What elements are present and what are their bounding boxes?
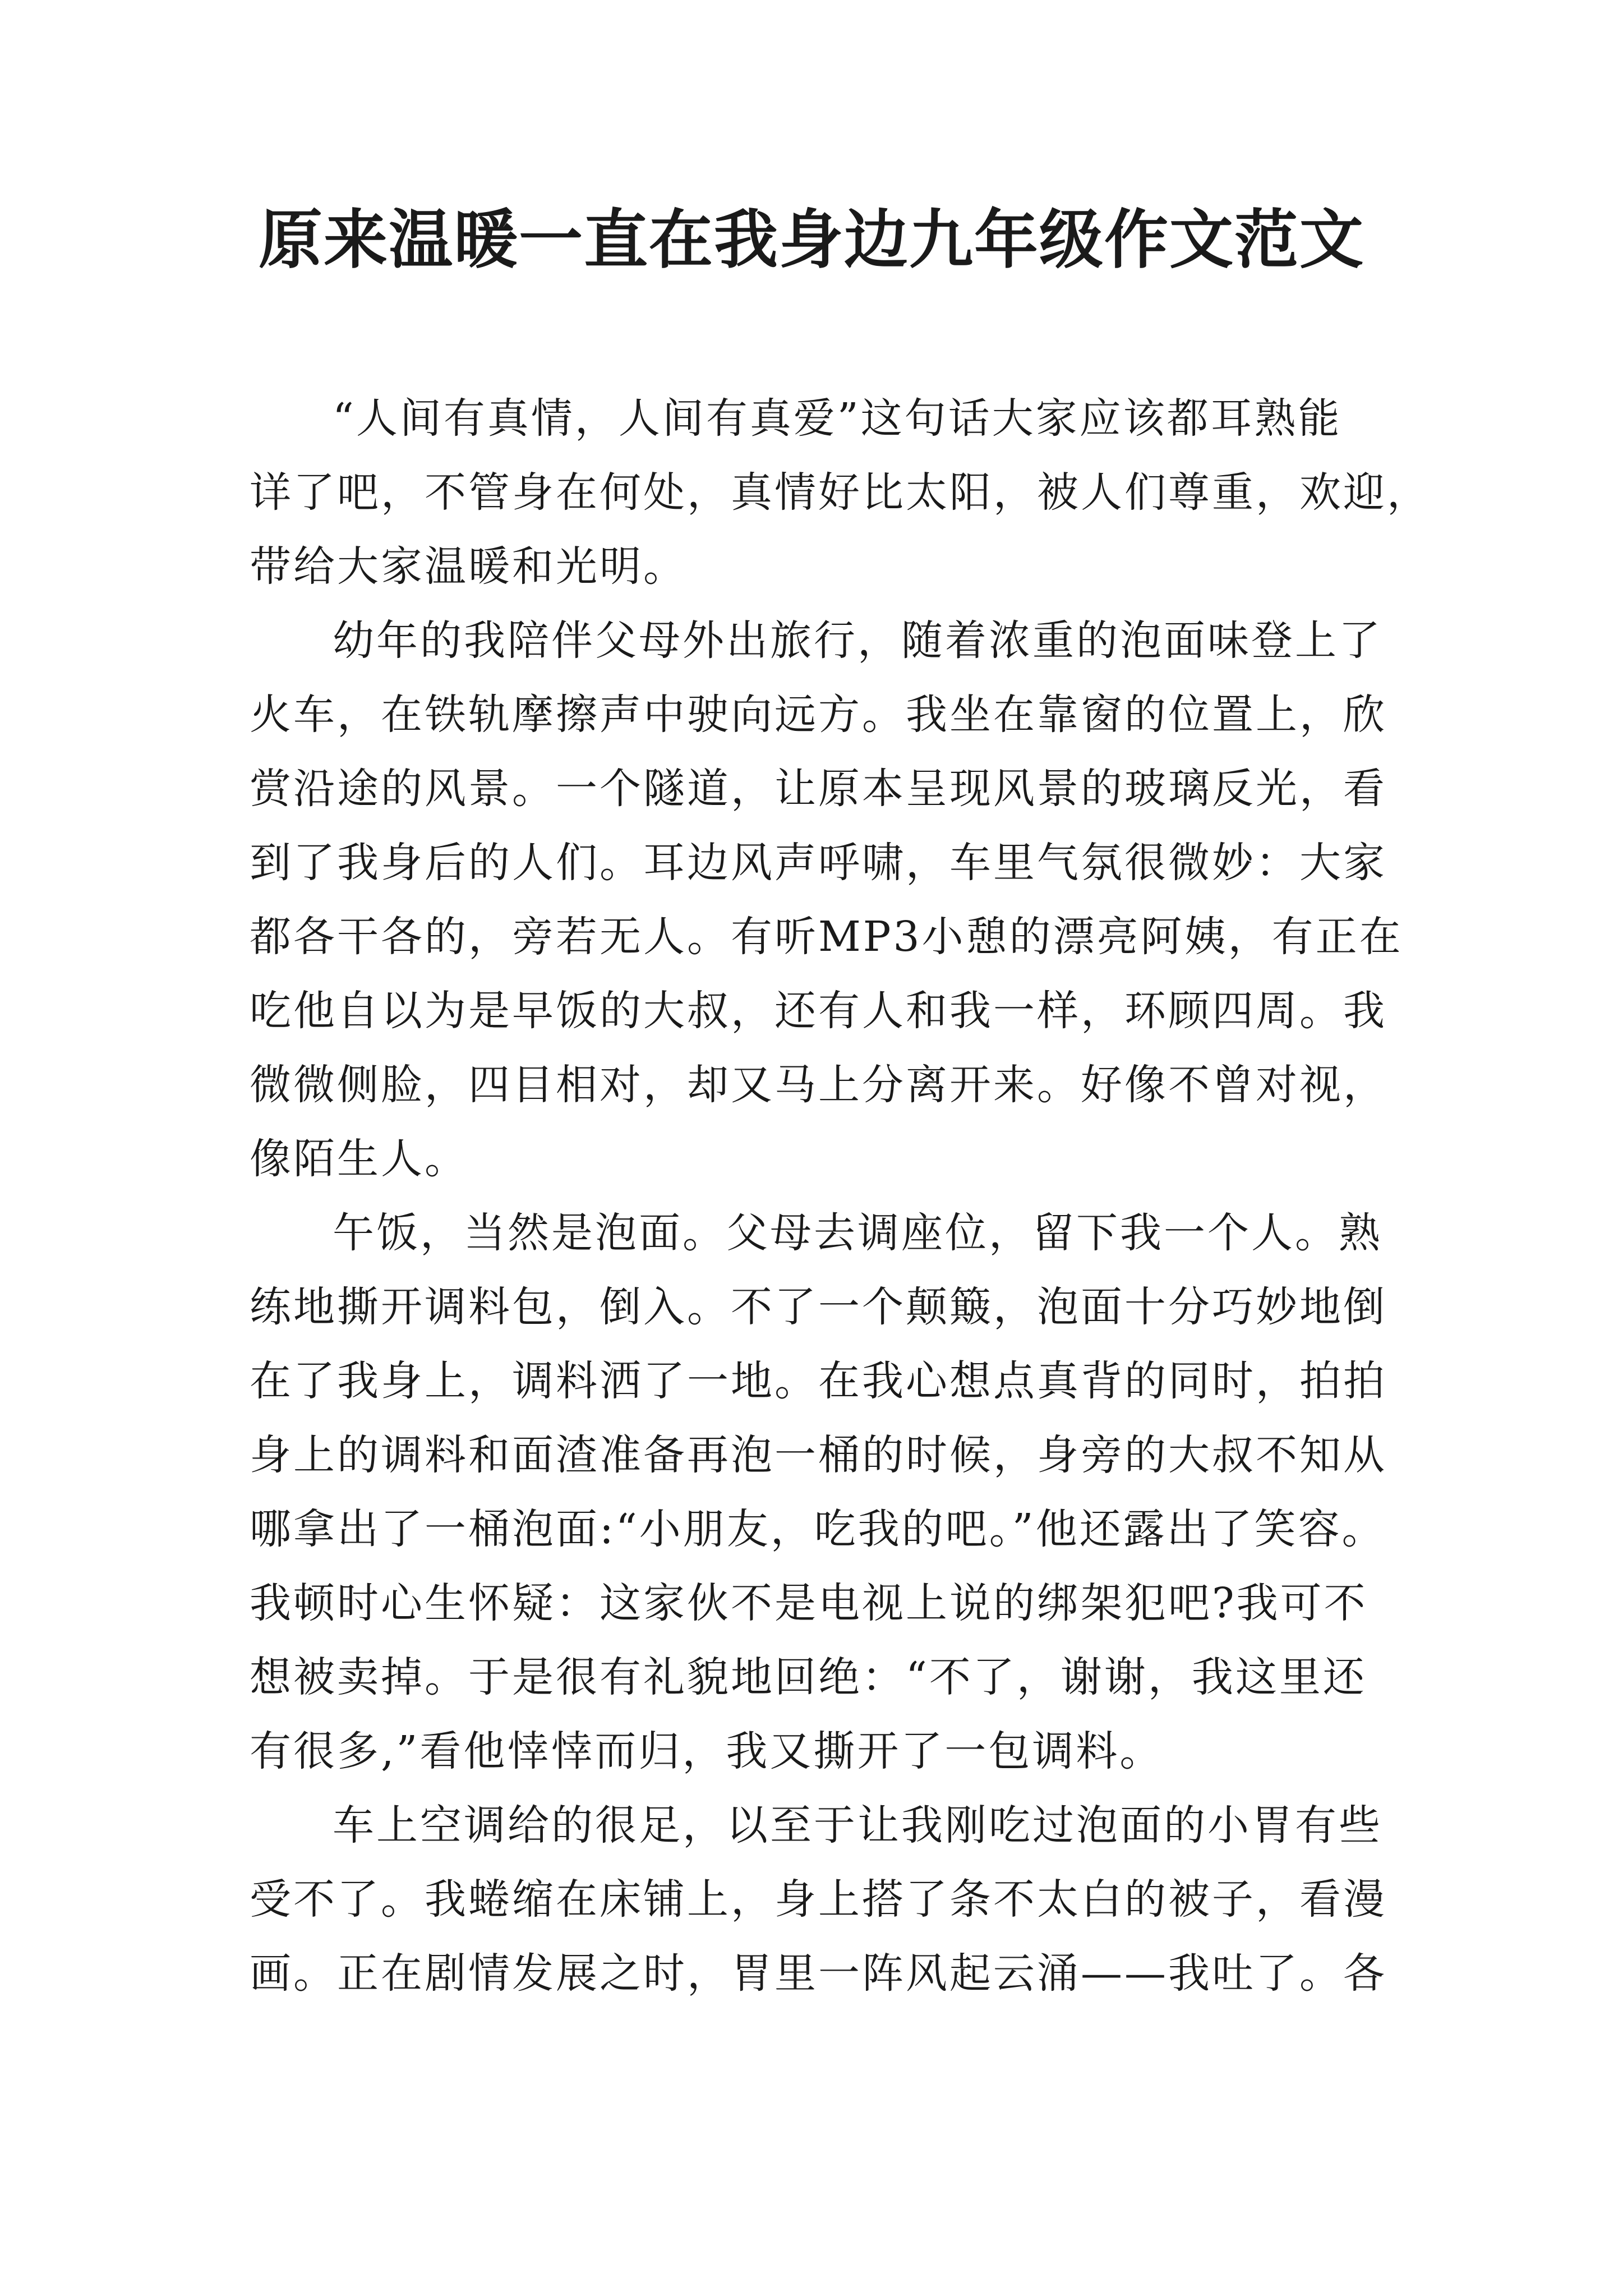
paragraph-line: 哪拿出了一桶泡面:“小朋友，吃我的吧。”他还露出了笑容。 bbox=[250, 1505, 1386, 1553]
paragraph-line: 吃他自以为是早饭的大叔，还有人和我一样，环顾四周。我 bbox=[250, 987, 1387, 1035]
paragraph-line: 赏沿途的风景。一个隧道，让原本呈现风景的玻璃反光，看 bbox=[250, 765, 1387, 813]
paragraph-line: 微微侧脸，四目相对，却又马上分离开来。好像不曾对视， bbox=[250, 1061, 1387, 1109]
paragraph-line: 有很多,”看他悻悻而归，我又撕开了一包调料。 bbox=[250, 1727, 1164, 1775]
paragraph-line: 我顿时心生怀疑：这家伙不是电视上说的绑架犯吧?我可不 bbox=[250, 1579, 1368, 1627]
paragraph-line: 画。正在剧情发展之时，胃里一阵风起云涌——我吐了。各 bbox=[250, 1949, 1387, 1998]
document-body bbox=[250, 381, 1431, 2010]
paragraph-line: 到了我身后的人们。耳边风声呼啸，车里气氛很微妙：大家 bbox=[250, 839, 1387, 887]
paragraph-line: 在了我身上，调料洒了一地。在我心想点真背的同时，拍拍 bbox=[250, 1357, 1387, 1405]
paragraph-line: 像陌生人。 bbox=[250, 1135, 468, 1183]
paragraph-line: 午饭，当然是泡面。父母去调座位，留下我一个人。熟 bbox=[333, 1209, 1382, 1257]
paragraph-line: 幼年的我陪伴父母外出旅行，随着浓重的泡面味登上了 bbox=[333, 616, 1382, 665]
paragraph-line: 想被卖掉。于是很有礼貌地回绝：“不了，谢谢，我这里还 bbox=[250, 1653, 1367, 1701]
paragraph-line: 都各干各的，旁若无人。有听MP3小憩的漂亮阿姨，有正在 bbox=[250, 913, 1403, 961]
paragraph-line: 车上空调给的很足，以至于让我刚吃过泡面的小胃有些 bbox=[333, 1801, 1382, 1849]
paragraph-line: 火车，在铁轨摩擦声中驶向远方。我坐在靠窗的位置上，欣 bbox=[250, 691, 1387, 739]
paragraph-line: 受不了。我蜷缩在床铺上，身上搭了条不太白的被子，看漫 bbox=[250, 1875, 1387, 1924]
paragraph-line: 身上的调料和面渣准备再泡一桶的时候，身旁的大叔不知从 bbox=[250, 1431, 1387, 1479]
paragraph-line: 详了吧，不管身在何处，真情好比太阳，被人们尊重，欢迎， bbox=[250, 468, 1431, 517]
paragraph-line: “人间有真情，人间有真爱”这句话大家应该都耳熟能 bbox=[333, 394, 1342, 443]
paragraph-line: 练地撕开调料包，倒入。不了一个颠簸，泡面十分巧妙地倒 bbox=[250, 1283, 1387, 1331]
paragraph-line: 带给大家温暖和光明。 bbox=[250, 542, 687, 591]
document-title: 原来温暖一直在我身边九年级作文范文 bbox=[258, 202, 1364, 277]
